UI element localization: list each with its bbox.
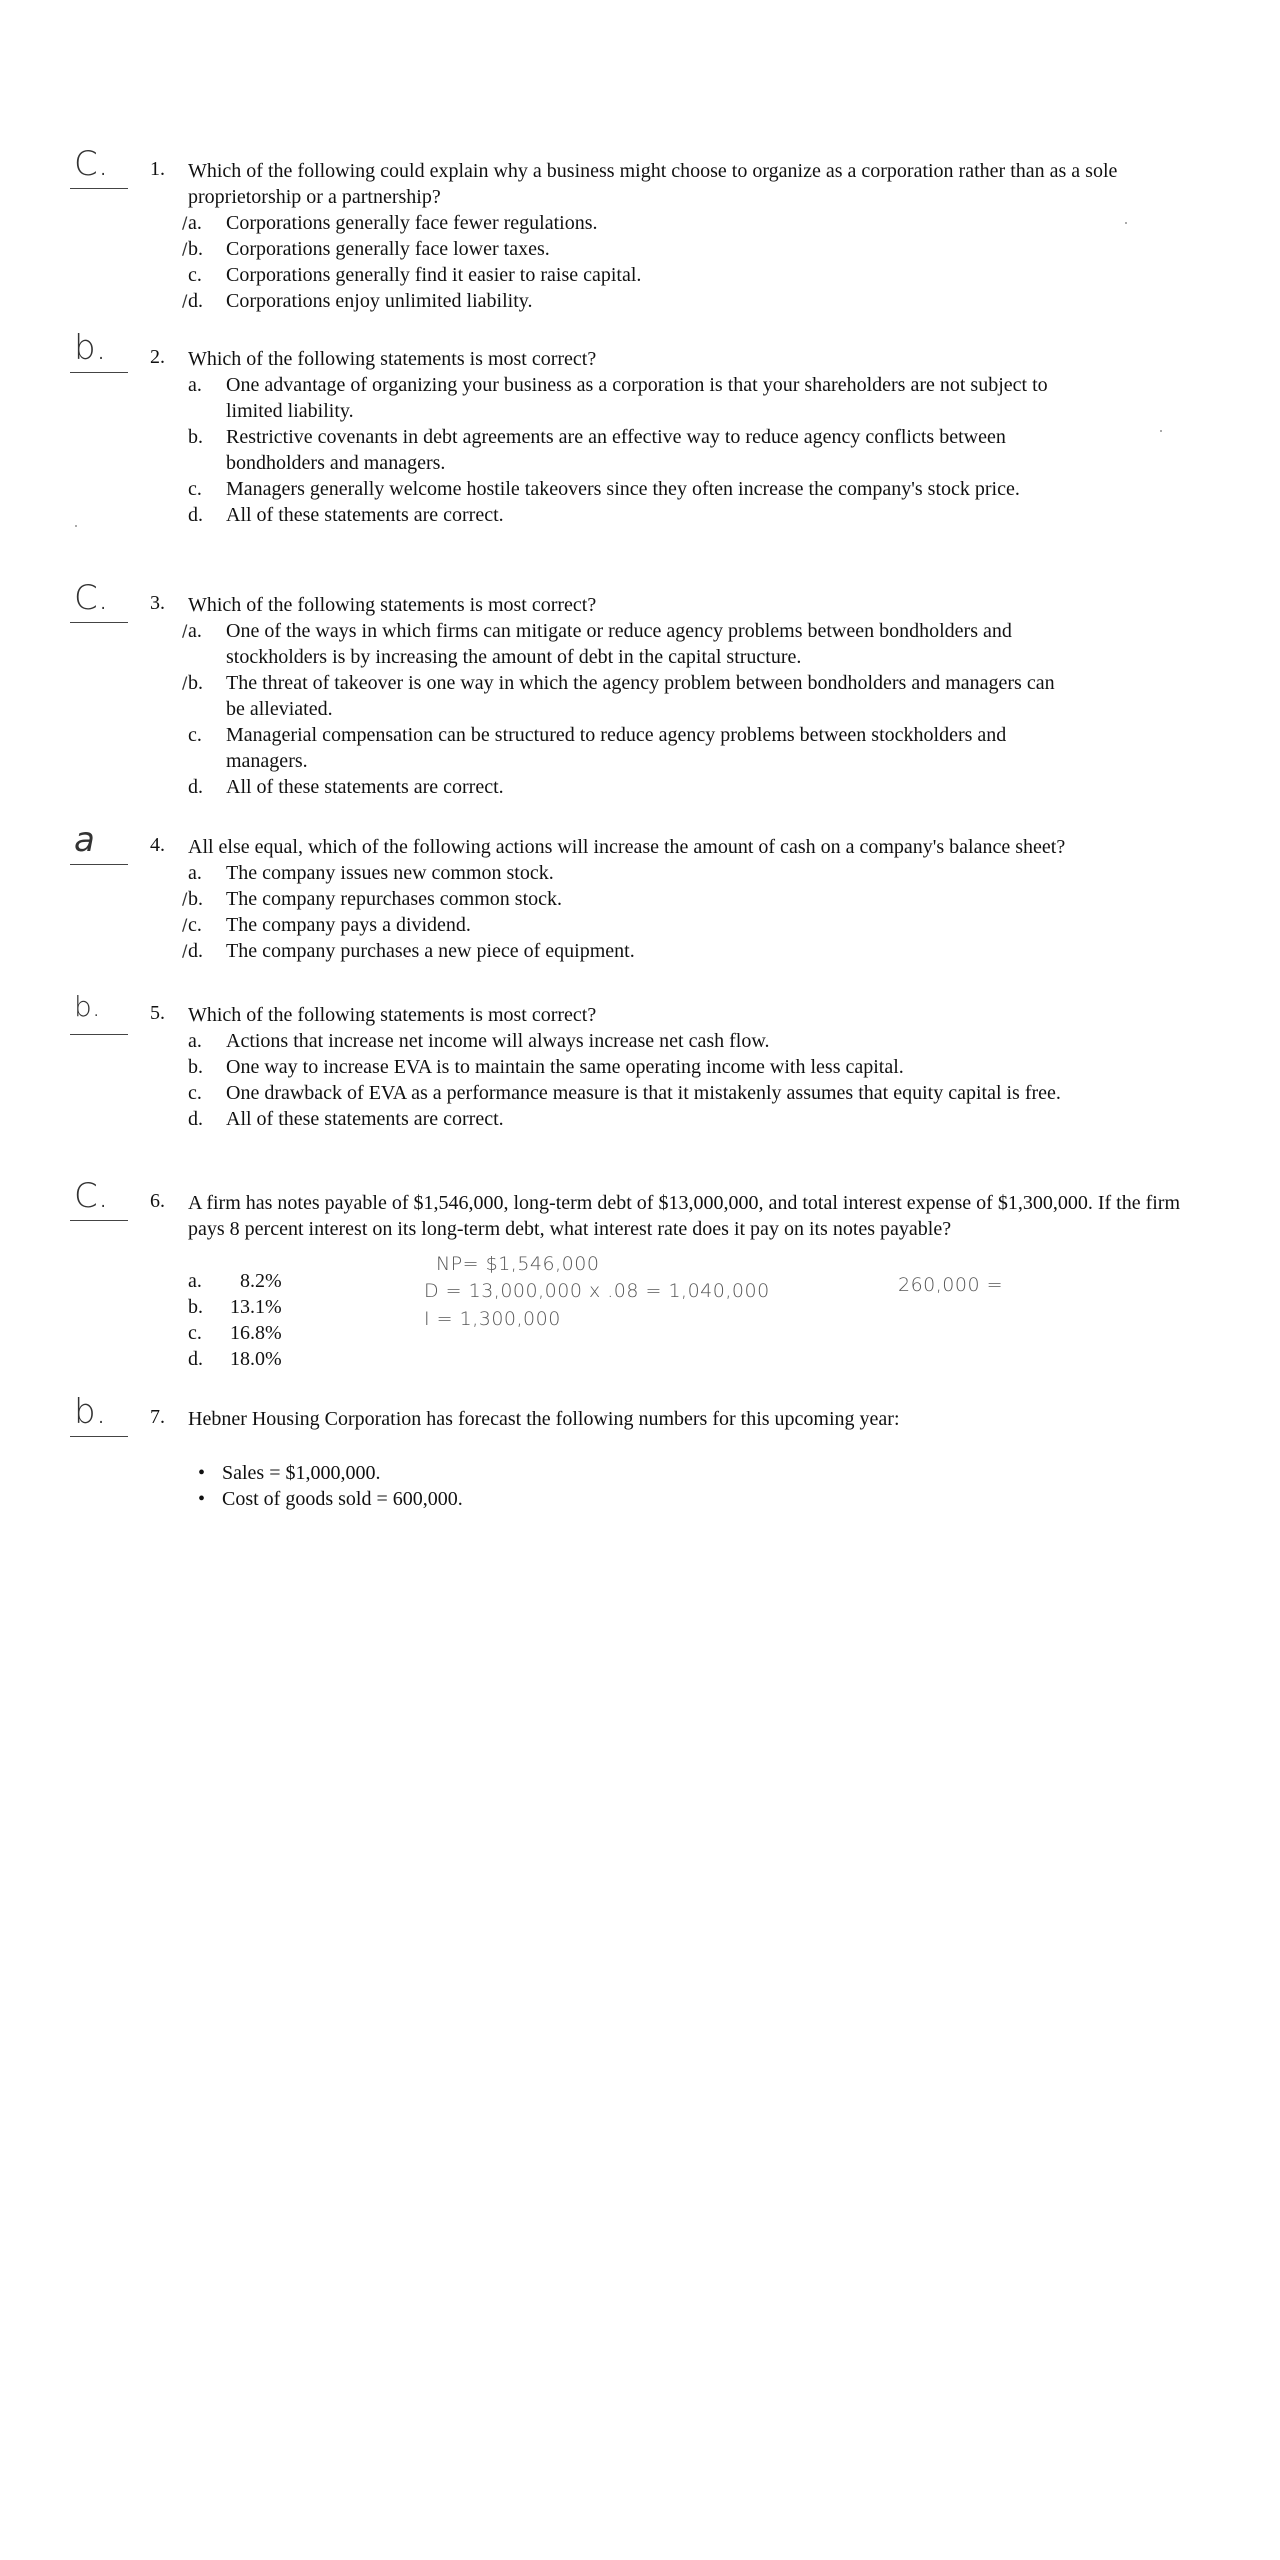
handwritten-answer (70, 1392, 130, 1446)
strike-mark-icon: / (182, 915, 188, 934)
option-text: Corporations enjoy unlimited liability. (226, 290, 533, 312)
option-text: Managerial compensation can be structured to reduce agency problems between stockholders and managers. (226, 724, 1007, 772)
option-a (188, 1268, 388, 1294)
answer-underline (70, 1034, 128, 1035)
option-letter: c. (188, 1322, 202, 1344)
strike-mark-icon: / (182, 239, 188, 258)
option-text: All of these statements are correct. (226, 776, 504, 798)
option-letter: d. (188, 776, 203, 798)
answer-letter: b. (74, 1392, 107, 1432)
option-text: All of these statements are correct. (226, 504, 504, 526)
option-a (182, 210, 1088, 236)
question-number: 3. (150, 592, 165, 614)
option-c (188, 262, 1088, 288)
option-letter: c. (188, 264, 202, 286)
option-text: 8.2% (240, 1270, 282, 1292)
question-text: Which of the following could explain why a business might choose to organize as a corporation rather than as a sole proprietorship or a partnership? (188, 160, 1118, 208)
handwritten-answer (70, 144, 130, 198)
handwritten-answer (70, 990, 130, 1044)
strike-mark-icon: / (182, 291, 188, 310)
answer-letter: C. (74, 1176, 109, 1216)
answer-letter: b. (74, 328, 107, 368)
option-b (188, 1054, 1068, 1080)
question-text: Which of the following statements is most correct? (188, 348, 597, 370)
bullet-item (198, 1460, 898, 1486)
option-text: The threat of takeover is one way in which the agency problem between bondholders and managers can be alleviated. (226, 672, 1055, 720)
question-number: 2. (150, 346, 165, 368)
bullet-text: Sales = $1,000,000. (222, 1462, 381, 1484)
option-letter: d. (188, 1348, 203, 1370)
answer-letter: C. (74, 144, 109, 184)
option-letter: d. (188, 290, 203, 312)
option-list (188, 372, 1068, 528)
option-text: One way to increase EVA is to maintain the same operating income with less capital. (226, 1056, 904, 1078)
option-c (188, 1080, 1068, 1106)
question-text: Which of the following statements is most correct? (188, 1004, 597, 1026)
option-b (182, 670, 1068, 722)
option-d (188, 1106, 1068, 1132)
bullet-icon: • (198, 1488, 206, 1510)
option-text: Corporations generally face fewer regulations. (226, 212, 598, 234)
option-letter: b. (188, 1056, 203, 1078)
option-d (188, 1346, 388, 1372)
handwritten-answer (70, 328, 130, 382)
option-text: 16.8% (230, 1322, 282, 1344)
scan-speck (1125, 222, 1127, 224)
strike-mark-icon: / (182, 889, 188, 908)
answer-underline (70, 1436, 128, 1437)
option-text: The company repurchases common stock. (226, 888, 563, 910)
option-text: The company issues new common stock. (226, 862, 554, 884)
option-list (182, 618, 1068, 800)
option-c (188, 476, 1068, 502)
option-d (182, 938, 1088, 964)
option-b (182, 886, 1088, 912)
option-letter: c. (188, 914, 202, 936)
option-a (188, 372, 1068, 424)
option-text: Corporations generally find it easier to raise capital. (226, 264, 642, 286)
handwritten-work-debt: D = 13,000,000 x .08 = 1,040,000 (424, 1280, 770, 1302)
option-text: 13.1% (230, 1296, 282, 1318)
handwritten-work-difference: 260,000 = (898, 1274, 1004, 1296)
question-text: Which of the following statements is most correct? (188, 594, 597, 616)
option-letter: a. (188, 1030, 202, 1052)
scan-speck (75, 525, 77, 527)
answer-letter: b. (74, 990, 101, 1023)
question-number: 7. (150, 1406, 165, 1428)
question-number: 4. (150, 834, 165, 856)
option-d (182, 288, 1088, 314)
option-letter: c. (188, 1082, 202, 1104)
answer-underline (70, 188, 128, 189)
option-list (188, 1028, 1068, 1132)
option-text: Managers generally welcome hostile takeovers since they often increase the company's stock price. (226, 478, 1020, 500)
option-text: The company purchases a new piece of equipment. (226, 940, 635, 962)
answer-underline (70, 1220, 128, 1221)
option-text: Corporations generally face lower taxes. (226, 238, 550, 260)
option-d (188, 774, 1068, 800)
strike-mark-icon: / (182, 673, 188, 692)
option-letter: b. (188, 1296, 203, 1318)
strike-mark-icon: / (182, 621, 188, 640)
option-letter: b. (188, 888, 203, 910)
bullet-item (198, 1486, 898, 1512)
strike-mark-icon: / (182, 941, 188, 960)
option-text: 18.0% (230, 1348, 282, 1370)
option-letter: d. (188, 1108, 203, 1130)
answer-underline (70, 622, 128, 623)
bullet-icon: • (198, 1462, 206, 1484)
question-number: 6. (150, 1190, 165, 1212)
option-b (188, 424, 1068, 476)
handwritten-answer (70, 578, 130, 632)
option-d (188, 502, 1068, 528)
handwritten-work-np: NP= $1,546,000 (436, 1253, 600, 1275)
option-letter: d. (188, 504, 203, 526)
option-text: All of these statements are correct. (226, 1108, 504, 1130)
option-letter: a. (188, 620, 202, 642)
strike-mark-icon: / (182, 213, 188, 232)
option-b (188, 1294, 388, 1320)
option-text: One of the ways in which firms can mitigate or reduce agency problems between bondholders and stockholders is by increasing the amount of debt in the capital structure. (226, 620, 1012, 668)
option-letter: a. (188, 1270, 202, 1292)
option-list (182, 210, 1088, 314)
option-text: One advantage of organizing your business as a corporation is that your shareholders are not subject to limited liability. (226, 374, 1048, 422)
answer-underline (70, 372, 128, 373)
option-b (182, 236, 1088, 262)
answer-letter: C. (74, 578, 109, 618)
option-letter: a. (188, 374, 202, 396)
question-text: Hebner Housing Corporation has forecast the following numbers for this upcoming year: (188, 1408, 900, 1430)
option-letter: c. (188, 478, 202, 500)
option-letter: a. (188, 862, 202, 884)
question-text: A firm has notes payable of $1,546,000, long-term debt of $13,000,000, and total interest expense of $1,300,000. If the firm pays 8 percent interest on its long-term debt, what interest rate does it pay on its notes payable? (188, 1192, 1181, 1240)
option-letter: c. (188, 724, 202, 746)
option-letter: d. (188, 940, 203, 962)
answer-underline (70, 864, 128, 865)
option-list (188, 1268, 388, 1372)
question-number: 5. (150, 1002, 165, 1024)
option-a (182, 618, 1068, 670)
bullet-text: Cost of goods sold = 600,000. (222, 1488, 463, 1510)
option-a (188, 1028, 1068, 1054)
option-list (182, 860, 1088, 964)
handwritten-answer (70, 820, 130, 874)
option-text: One drawback of EVA as a performance measure is that it mistakenly assumes that equity capital is free. (226, 1082, 1061, 1104)
option-letter: b. (188, 426, 203, 448)
scan-speck (1160, 430, 1162, 432)
handwritten-work-interest: I = 1,300,000 (424, 1308, 561, 1330)
question-number: 1. (150, 158, 165, 180)
option-letter: b. (188, 672, 203, 694)
question-text: All else equal, which of the following actions will increase the amount of cash on a company's balance sheet? (188, 836, 1066, 858)
answer-letter: a (74, 820, 95, 860)
option-letter: a. (188, 212, 202, 234)
option-a (188, 860, 1088, 886)
option-c (188, 1320, 388, 1346)
handwritten-answer (70, 1176, 130, 1230)
option-c (188, 722, 1068, 774)
option-letter: b. (188, 238, 203, 260)
bullet-list (198, 1460, 898, 1512)
option-text: Restrictive covenants in debt agreements are an effective way to reduce agency conflicts between bondholders and managers. (226, 426, 1006, 474)
option-text: The company pays a dividend. (226, 914, 471, 936)
option-text: Actions that increase net income will always increase net cash flow. (226, 1030, 770, 1052)
option-c (182, 912, 1088, 938)
